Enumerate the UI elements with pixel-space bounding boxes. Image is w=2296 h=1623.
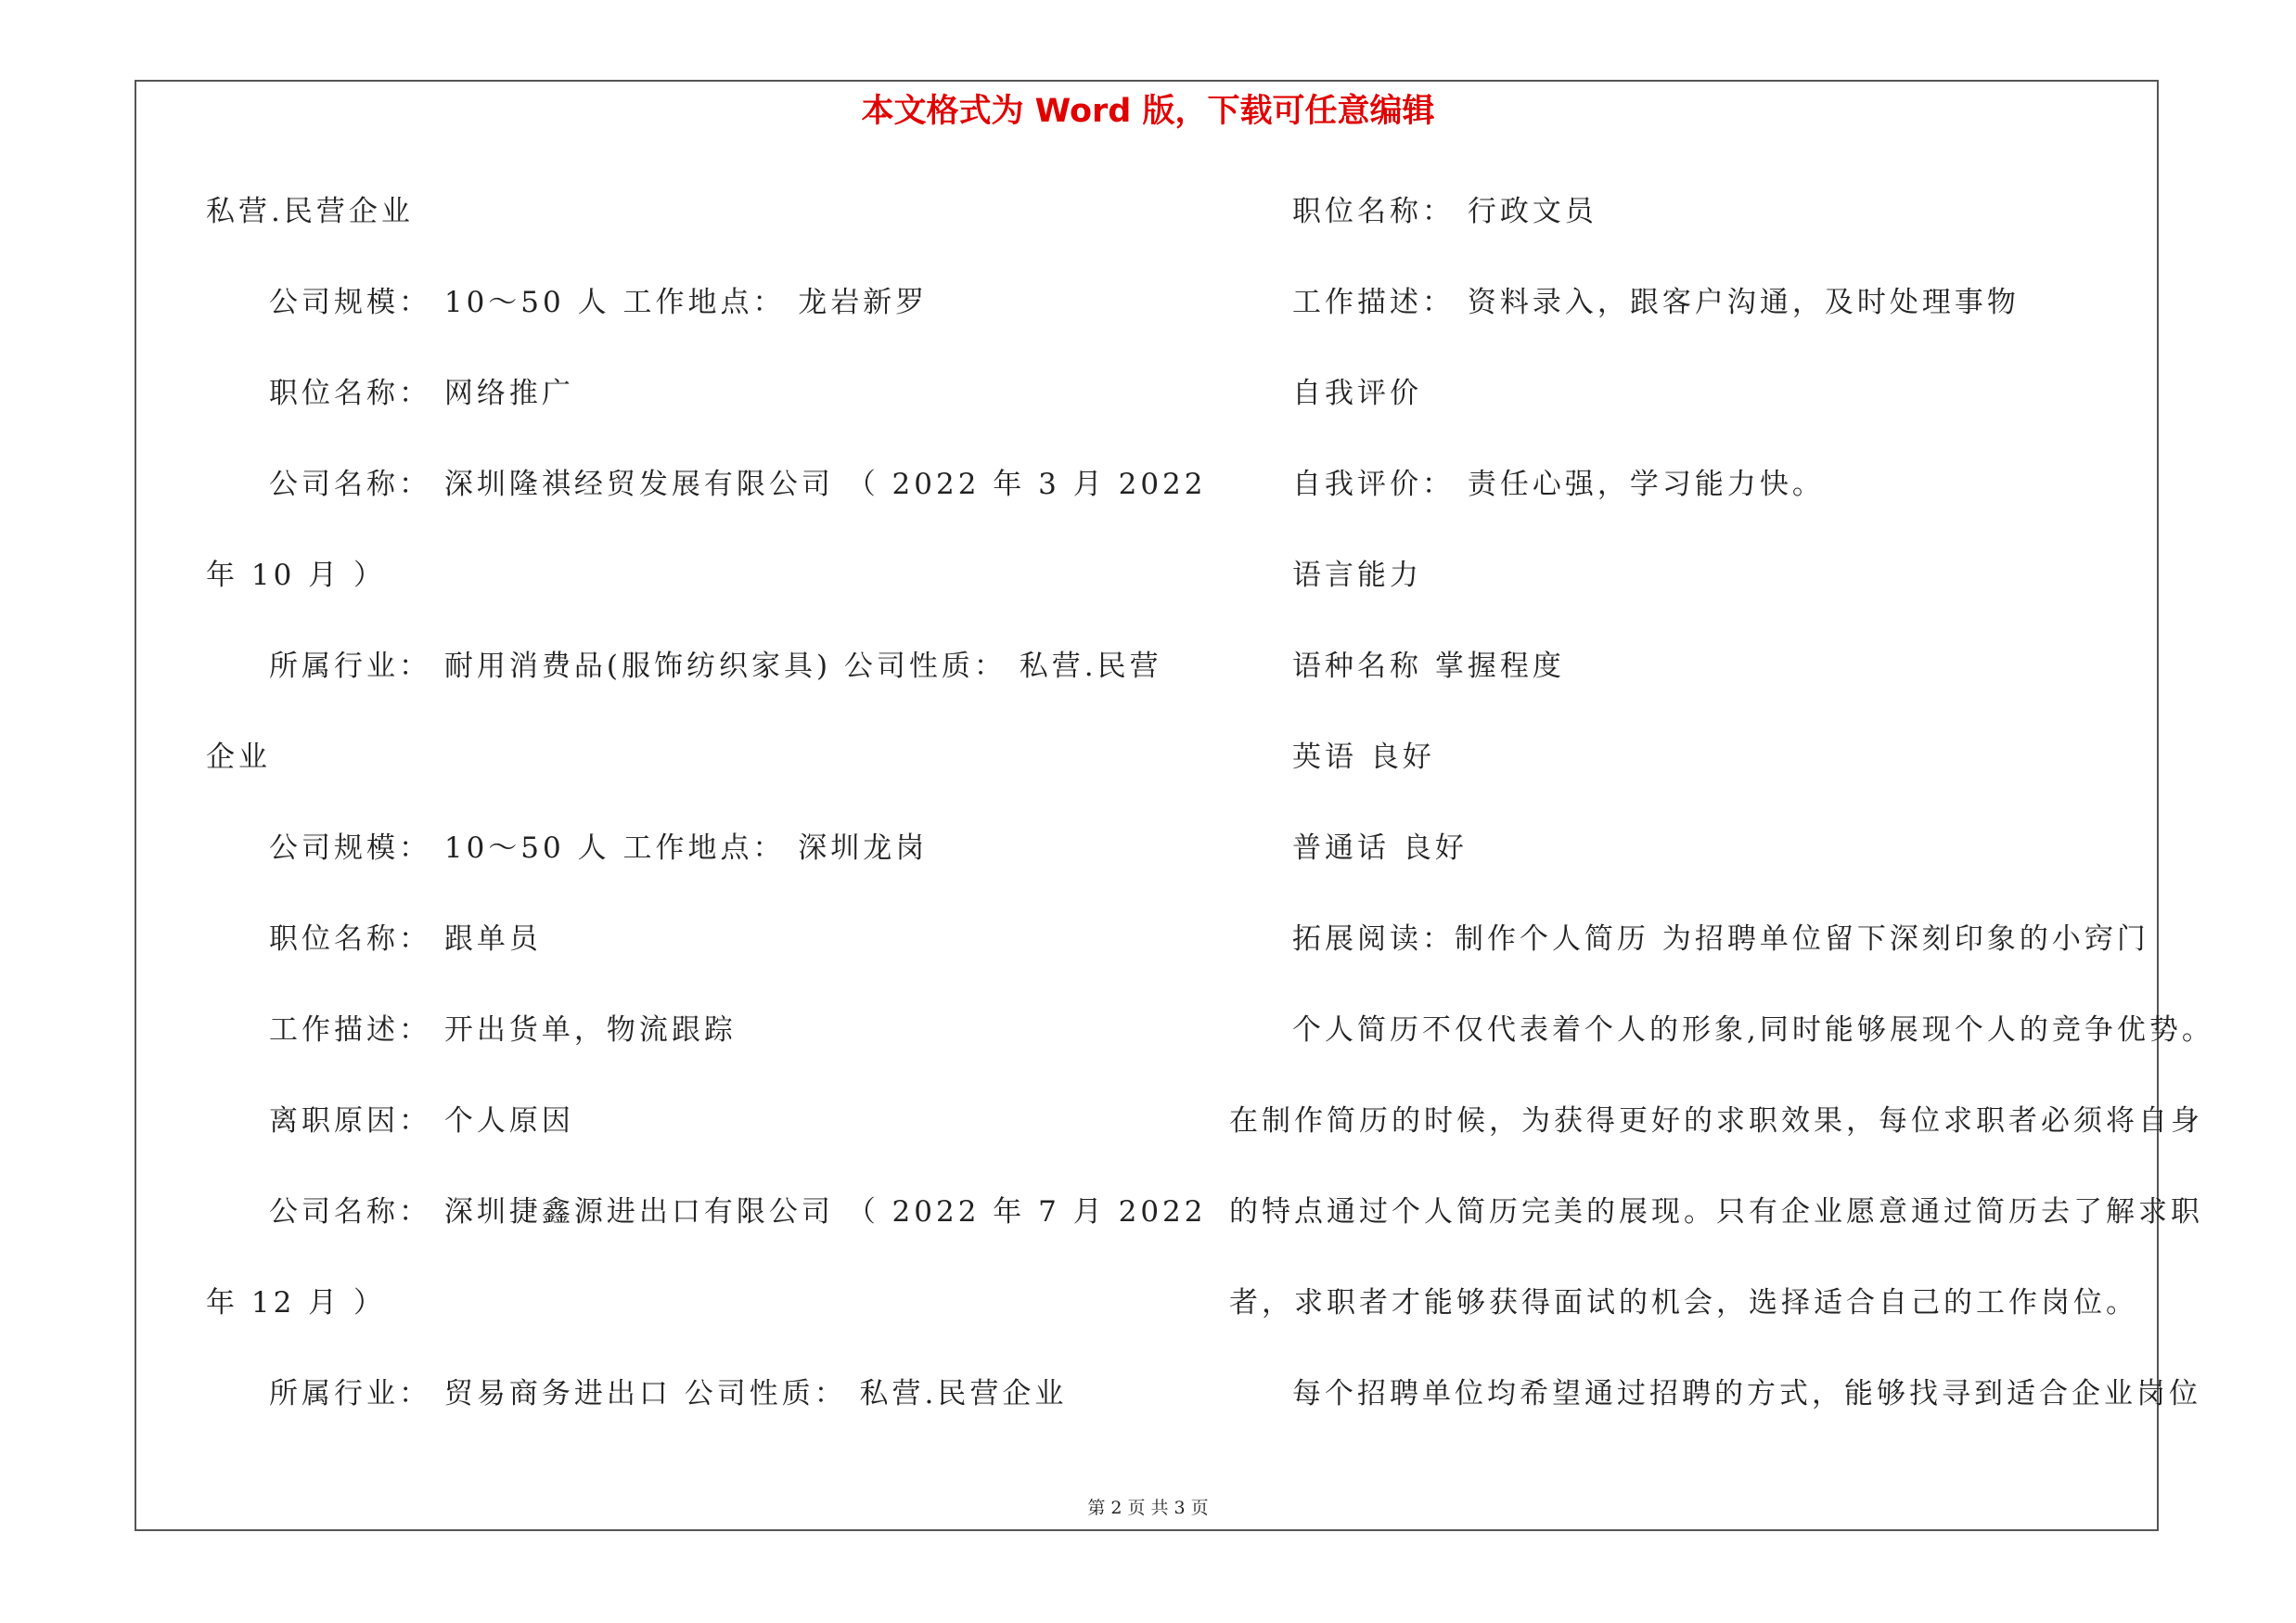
paragraph-line: 每个招聘单位均希望通过招聘的方式，能够找寻到适合企业岗位 [1292, 1377, 2201, 1410]
paragraph-line: 者，求职者才能够获得面试的机会，选择适合自己的工作岗位。 [1229, 1286, 2138, 1320]
text-line: 职位名称： 跟单员 [269, 922, 542, 956]
text-line: 企业 [206, 741, 271, 774]
text-line: 语种名称 掌握程度 [1292, 650, 1565, 683]
text-line: 拓展阅读：制作个人简历 为招聘单位留下深刻印象的小窍门 [1292, 922, 2149, 956]
text-line: 职位名称： 网络推广 [269, 377, 574, 410]
text-line: 年 12 月 ） [206, 1286, 387, 1320]
text-line: 公司规模： 10～50 人 工作地点： 龙岩新罗 [269, 286, 929, 319]
text-line: 公司名称： 深圳隆祺经贸发展有限公司 （ 2022 年 3 月 2022 [269, 468, 1207, 501]
paragraph-resume-importance [1229, 1004, 2214, 1368]
text-line: 工作描述： 开出货单，物流跟踪 [269, 1013, 737, 1047]
paragraph-recruiter-expectation [1229, 1368, 2201, 1459]
text-line: 公司规模： 10～50 人 工作地点： 深圳龙岗 [269, 831, 929, 865]
text-line: 语言能力 [1292, 559, 1422, 592]
paragraph-line: 在制作简历的时候，为获得更好的求职效果，每位求职者必须将自身 [1229, 1104, 2203, 1138]
text-line: 普通话 良好 [1292, 831, 1468, 865]
text-line: 职位名称： 行政文员 [1292, 195, 1597, 228]
text-line: 所属行业： 耐用消费品(服饰纺织家具) 公司性质： 私营.民营 [269, 650, 1162, 683]
text-line: 年 10 月 ） [206, 559, 387, 592]
right-column [1229, 186, 2214, 1459]
text-line: 自我评价 [1292, 377, 1422, 410]
paragraph-line: 个人简历不仅代表着个人的形象,同时能够展现个人的竞争优势。 [1292, 1013, 2214, 1047]
text-line: 工作描述： 资料录入，跟客户沟通，及时处理事物 [1292, 286, 2020, 319]
text-line: 公司名称： 深圳捷鑫源进出口有限公司 （ 2022 年 7 月 2022 [269, 1195, 1207, 1229]
text-line: 自我评价： 责任心强，学习能力快。 [1292, 468, 1825, 501]
paragraph-line: 的特点通过个人简历完美的展现。只有企业愿意通过简历去了解求职 [1229, 1195, 2203, 1229]
page-number: 第 2 页 共 3 页 [1087, 1498, 1209, 1518]
document-header: 本文格式为 Word 版，下载可任意编辑 [861, 93, 1435, 130]
text-line: 所属行业： 贸易商务进出口 公司性质： 私营.民营企业 [269, 1377, 1068, 1410]
text-line: 英语 良好 [1292, 741, 1435, 774]
left-column [206, 186, 1207, 1459]
text-line: 离职原因： 个人原因 [269, 1104, 574, 1138]
text-line: 私营.民营企业 [206, 195, 414, 228]
